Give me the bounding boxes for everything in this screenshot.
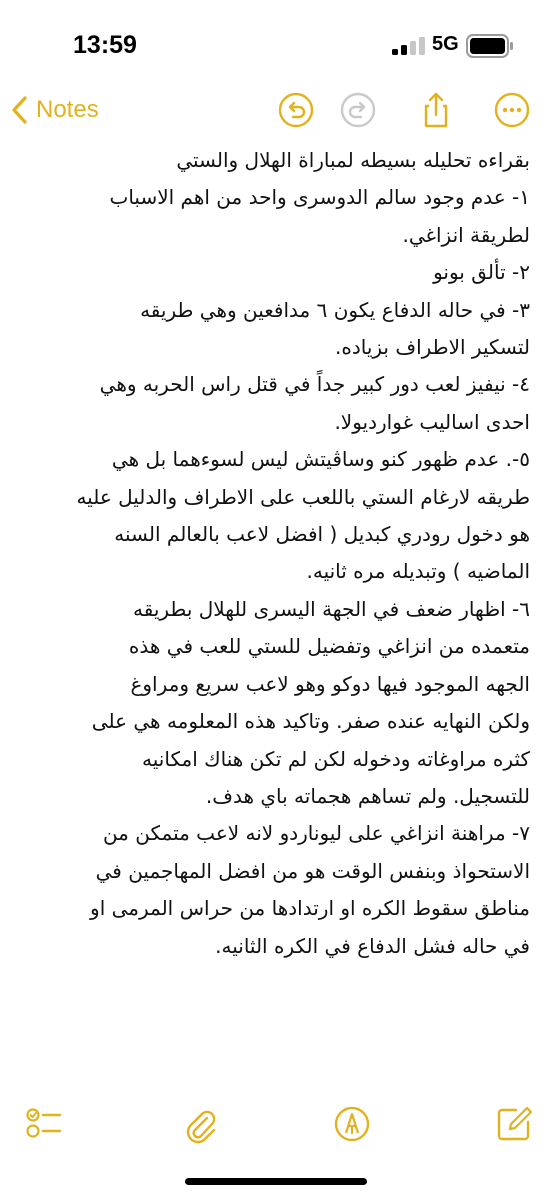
note-line: ١- عدم وجود سالم الدوسرى واحد من اهم الاسباب (109, 185, 530, 210)
status-time: 13:59 (73, 31, 137, 59)
network-label: 5G (432, 33, 459, 55)
note-line: لطريقة انزاغي. (402, 222, 530, 247)
note-line: احدى اساليب غوارديولا. (334, 409, 530, 434)
battery-icon (466, 33, 514, 59)
status-bar (0, 0, 552, 90)
share-icon[interactable] (416, 90, 456, 130)
note-line: ٦- اظهار ضعف في الجهة اليسرى للهلال بطريقه (132, 596, 530, 621)
compose-icon[interactable] (494, 1104, 534, 1144)
back-button[interactable] (10, 88, 99, 132)
checklist-icon[interactable] (24, 1104, 64, 1144)
note-line: ولكن النهايه عنده صفر. وتاكيد هذه المعلومه هي على (91, 709, 530, 734)
note-line: ٤- نيفيز لعب دور كبير جداً في قتل راس الحربه وهي (99, 372, 530, 397)
back-label: Notes (36, 96, 99, 123)
nav-bar (0, 80, 552, 140)
home-indicator[interactable] (185, 1178, 367, 1185)
note-line: لتسكير الاطراف بزياده. (334, 335, 530, 360)
note-line: للتسجيل. ولم تساهم هجماته باي هدف. (205, 783, 530, 808)
attachment-icon[interactable] (180, 1104, 220, 1144)
note-line: ٧- مراهنة انزاغي على ليوناردو لانه لاعب متمكن من (102, 821, 530, 846)
note-line: بقراءه تحليله بسيطه لمباراة الهلال والستي (176, 148, 530, 172)
undo-icon[interactable] (276, 90, 316, 130)
note-line: هو دخول رودري كبديل ( افضل لاعب بالعالم السنه (114, 522, 530, 547)
note-body[interactable] (20, 142, 530, 965)
redo-icon[interactable] (338, 90, 378, 130)
note-line: كثره مراوغاته ودخوله لكن لم تكن هناك امكانيه (142, 746, 530, 771)
more-icon[interactable] (492, 90, 532, 130)
note-line: الماضيه ) وتبديله مره ثانيه. (306, 559, 530, 584)
note-line: ٥-. عدم ظهور كنو وساڤيتش ليس لسوءهما بل هي (111, 447, 530, 472)
markup-icon[interactable] (332, 1104, 372, 1144)
bottom-toolbar (0, 1090, 552, 1150)
note-line: ٢- تألق بونو (433, 260, 530, 285)
note-line: مناطق سقوط الكره او ارتدادها من حراس المرمى او (90, 896, 530, 921)
note-line: طريقه لارغام الستي باللعب على الاطراف والدليل عليه (76, 484, 530, 509)
note-line: ٣- في حاله الدفاع يكون ٦ مدافعين وهي طريقه (140, 297, 530, 322)
signal-icon (392, 37, 426, 55)
note-line: في حاله فشل الدفاع في الكره الثانيه. (215, 933, 530, 958)
note-line: الاستحواذ وبنفس الوقت هو من افضل المهاجمين في (95, 858, 530, 883)
note-line: متعمده من انزاغي وتفضيل للستي للعب في هذه (128, 634, 530, 659)
chevron-left-icon (10, 95, 28, 125)
note-line: الجهه الموجود فيها دوكو وهو لاعب سريع ومراوغ (130, 671, 530, 696)
